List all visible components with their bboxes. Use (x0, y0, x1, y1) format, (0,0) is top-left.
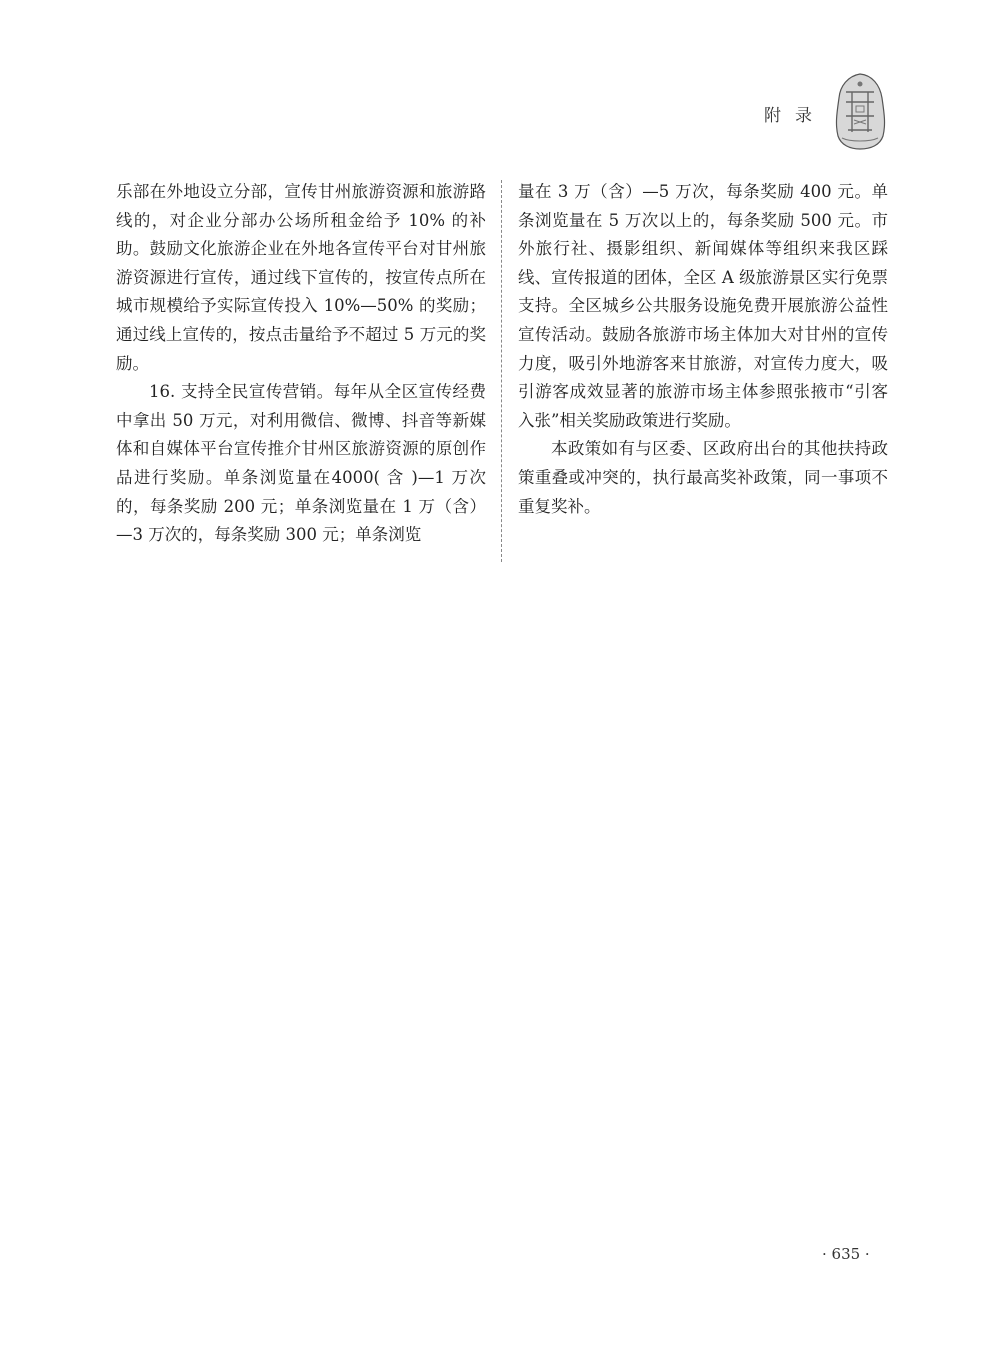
paragraph: 乐部在外地设立分部，宣传甘州旅游资源和旅游路线的，对企业分部办公场所租金给予 10% 的补助。鼓励文化旅游企业在外地各宣传平台对甘州旅游资源进行宣传，通过线下宣传的，按宣传点所在城市规模给予实际宣传投入 10%—50% 的奖励；通过线上宣传的，按点击量给予不超过 5 万元的奖励。 (116, 182, 486, 373)
paragraph: 量在 3 万（含）—5 万次，每条奖励 400 元。单条浏览量在 5 万次以上的，每条奖励 500 元。市外旅行社、摄影组织、新闻媒体等组织来我区踩线、宣传报道的团体，全区 A 级旅游景区实行免票支持。全区城乡公共服务设施免费开展旅游公益性宣传活动。鼓励各旅游市场主体加大对甘州的宣传力度，吸引外地游客来甘旅游，对宣传力度大，吸引游客成效显著的旅游市场主体参照张掖市“引客入张”相关奖励政策进行奖励。 (518, 182, 888, 430)
stone-seal-icon (832, 72, 888, 150)
page-number: · 635 · (822, 1245, 870, 1263)
left-column (116, 178, 486, 550)
right-column (518, 178, 888, 521)
paragraph: 16. 支持全民宣传营销。每年从全区宣传经费中拿出 50 万元，对利用微信、微博、抖音等新媒体和自媒体平台宣传推介甘州区旅游资源的原创作品进行奖励。单条浏览量在4000( 含 )—1 万次的，每条奖励 200 元；单条浏览量在 1 万（含）—3 万次的，每条奖励 300 元；单条浏览 (116, 382, 486, 545)
column-divider (501, 180, 502, 562)
paragraph: 本政策如有与区委、区政府出台的其他扶持政策重叠或冲突的，执行最高奖补政策，同一事项不重复奖补。 (518, 439, 888, 516)
section-label: 附录 (764, 106, 826, 126)
